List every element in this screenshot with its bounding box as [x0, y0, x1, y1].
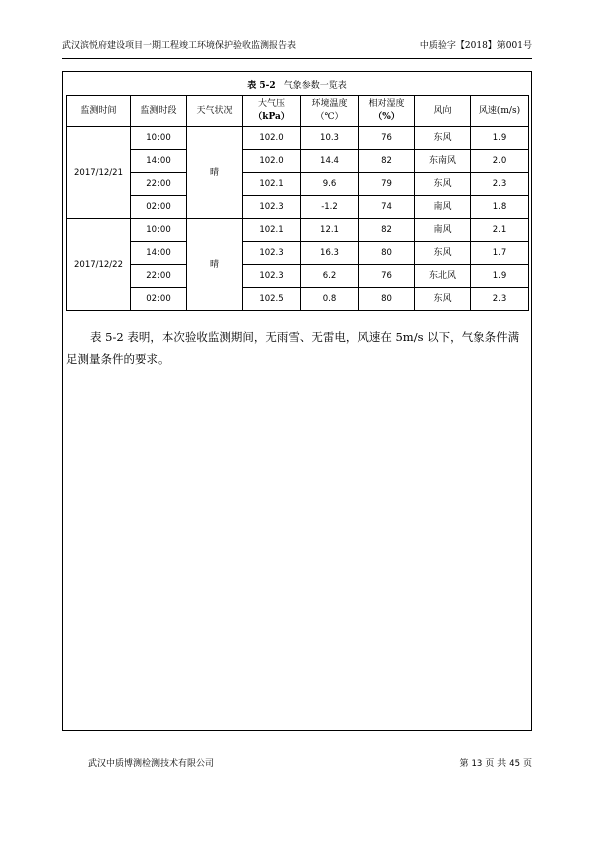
table-row [67, 127, 529, 150]
column-header-wind-direction: 风向 [415, 96, 471, 127]
weather-parameters-table [66, 95, 529, 311]
table-row [67, 219, 529, 242]
table-row [67, 173, 529, 196]
table-row [67, 288, 529, 311]
column-header-temperature: 环境温度 （℃） [301, 96, 359, 127]
period-cell: 10:00 [131, 127, 187, 150]
period-cell: 02:00 [131, 288, 187, 311]
table-caption-number: 表 5-2 [247, 81, 276, 91]
temperature-cell: 16.3 [301, 242, 359, 265]
table-caption-title: 气象参数一览表 [283, 81, 347, 91]
column-header-weather: 天气状况 [187, 96, 243, 127]
conclusion-paragraph: 表 5-2 表明，本次验收监测期间，无雨雪、无雷电，风速在 5m/s 以下，气象条件满足测量条件的要求。 [66, 329, 520, 366]
wind-speed-cell: 1.9 [471, 127, 529, 150]
wind-speed-cell: 1.9 [471, 265, 529, 288]
period-cell: 22:00 [131, 173, 187, 196]
current-page: 13 [471, 759, 483, 769]
date-cell: 2017/12/22 [67, 219, 131, 311]
wind-speed-cell: 2.3 [471, 173, 529, 196]
pressure-cell: 102.0 [243, 127, 301, 150]
temperature-cell: 9.6 [301, 173, 359, 196]
temperature-cell: 0.8 [301, 288, 359, 311]
period-cell: 02:00 [131, 196, 187, 219]
wind-direction-cell: 东风 [415, 288, 471, 311]
pressure-cell: 102.3 [243, 242, 301, 265]
report-title: 武汉滨悦府建设项目一期工程竣工环境保护验收监测报告表 [62, 41, 297, 51]
wind-speed-cell: 2.3 [471, 288, 529, 311]
wind-speed-cell: 1.8 [471, 196, 529, 219]
wind-direction-cell: 东风 [415, 173, 471, 196]
wind-direction-cell: 东北风 [415, 265, 471, 288]
wind-speed-cell: 2.1 [471, 219, 529, 242]
weather-cell: 晴 [187, 219, 243, 311]
column-header-period: 监测时段 [131, 96, 187, 127]
temperature-cell: 10.3 [301, 127, 359, 150]
column-header-humidity: 相对湿度 （%） [359, 96, 415, 127]
column-header-pressure: 大气压 （kPa） [243, 96, 301, 127]
pressure-cell: 102.1 [243, 219, 301, 242]
period-cell: 14:00 [131, 242, 187, 265]
total-pages: 45 [509, 759, 520, 769]
wind-speed-cell: 2.0 [471, 150, 529, 173]
wind-direction-cell: 东风 [415, 242, 471, 265]
period-cell: 14:00 [131, 150, 187, 173]
humidity-cell: 80 [359, 288, 415, 311]
table-row [67, 242, 529, 265]
wind-direction-cell: 东南风 [415, 150, 471, 173]
date-cell: 2017/12/21 [67, 127, 131, 219]
table-caption [62, 80, 532, 92]
table-row [67, 196, 529, 219]
period-cell: 22:00 [131, 265, 187, 288]
humidity-cell: 82 [359, 219, 415, 242]
humidity-cell: 80 [359, 242, 415, 265]
pressure-cell: 102.1 [243, 173, 301, 196]
temperature-cell: -1.2 [301, 196, 359, 219]
column-header-wind-speed: 风速(m/s) [471, 96, 529, 127]
column-header-date: 监测时间 [67, 96, 131, 127]
table-row [67, 150, 529, 173]
wind-speed-cell: 1.7 [471, 242, 529, 265]
humidity-cell: 82 [359, 150, 415, 173]
table-row [67, 265, 529, 288]
period-cell: 10:00 [131, 219, 187, 242]
page-number: 第 13 页 共 45 页 [459, 759, 532, 769]
weather-cell: 晴 [187, 127, 243, 219]
pressure-cell: 102.0 [243, 150, 301, 173]
wind-direction-cell: 南风 [415, 219, 471, 242]
humidity-cell: 76 [359, 265, 415, 288]
temperature-cell: 14.4 [301, 150, 359, 173]
report-number: 中质验字【2018】第001号 [419, 41, 532, 51]
wind-direction-cell: 东风 [415, 127, 471, 150]
temperature-cell: 6.2 [301, 265, 359, 288]
pressure-cell: 102.3 [243, 265, 301, 288]
header-divider [62, 58, 532, 59]
humidity-cell: 76 [359, 127, 415, 150]
company-name: 武汉中质博测检测技术有限公司 [88, 759, 215, 769]
table-header-row [67, 96, 529, 127]
wind-direction-cell: 南风 [415, 196, 471, 219]
humidity-cell: 74 [359, 196, 415, 219]
humidity-cell: 79 [359, 173, 415, 196]
pressure-cell: 102.3 [243, 196, 301, 219]
pressure-cell: 102.5 [243, 288, 301, 311]
page-header [62, 40, 532, 58]
temperature-cell: 12.1 [301, 219, 359, 242]
